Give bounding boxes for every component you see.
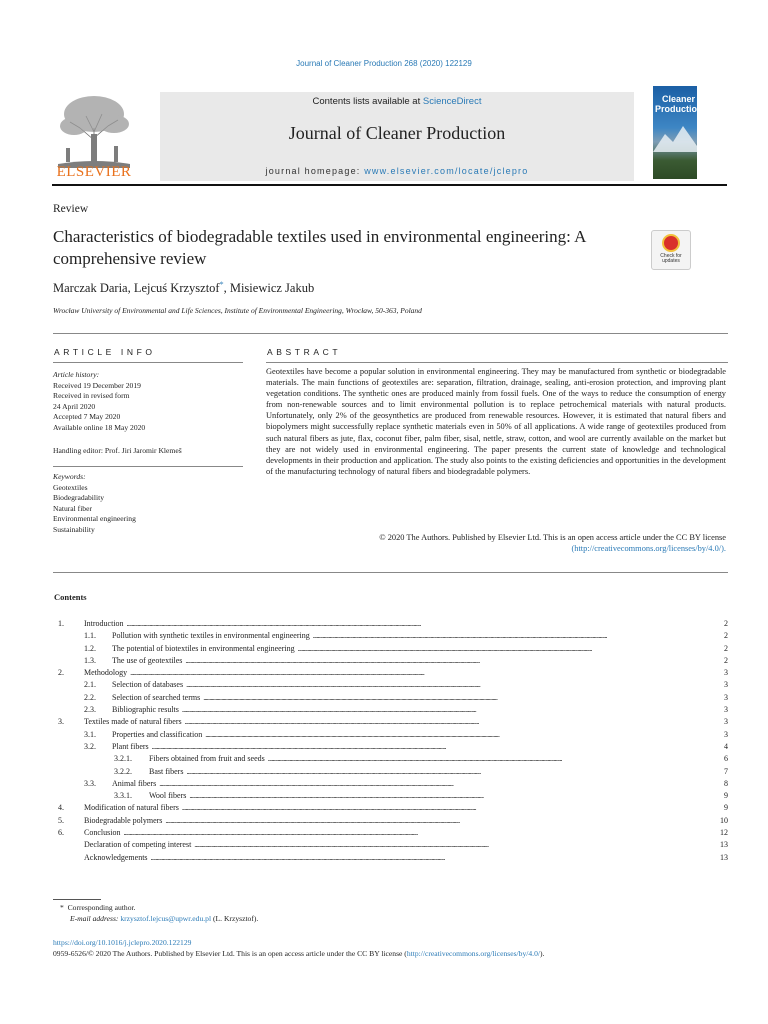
- toc-label: Bast fibers: [149, 766, 184, 776]
- toc-number: 2.3.: [84, 705, 96, 715]
- journal-cover[interactable]: [653, 86, 703, 179]
- toc-leader: [313, 630, 713, 642]
- toc-label: Modification of natural fibers: [84, 803, 179, 813]
- toc-page: 13: [720, 840, 728, 850]
- toc-number: 1.3.: [84, 655, 96, 665]
- keywords-label: Keywords:: [53, 472, 86, 481]
- toc-entry[interactable]: [58, 778, 728, 790]
- toc-page: 3: [724, 717, 728, 727]
- toc-number: 3.2.2.: [114, 766, 132, 776]
- toc-entry[interactable]: [58, 802, 728, 814]
- elsevier-wordmark: ELSEVIER: [56, 164, 132, 180]
- keywords-rule: [53, 466, 243, 467]
- toc-leader: [186, 766, 713, 778]
- toc-entry[interactable]: [58, 630, 728, 642]
- toc-leader: [194, 839, 713, 851]
- corresponding-author-mark[interactable]: *: [219, 280, 224, 289]
- toc-leader: [182, 704, 713, 716]
- toc-number: 1.: [58, 619, 64, 628]
- issn-line: 0959-6526/© 2020 The Authors. Published by Elsevier Ltd. This is an open access article under the CC BY license (http://creativecommons.org/licenses/by/4.0/).: [53, 949, 545, 958]
- affiliation-rule: [53, 333, 728, 334]
- toc-number: 2.1.: [84, 680, 96, 690]
- toc-number: 3.2.1.: [114, 754, 132, 764]
- corresponding-footnote: * Corresponding author.: [60, 903, 136, 912]
- toc-entry[interactable]: [58, 852, 728, 864]
- toc-page: 9: [724, 803, 728, 813]
- toc-label: Conclusion: [84, 828, 121, 838]
- authors: Marczak Daria, Lejcuś Krzysztof*, Misiewicz Jakub: [53, 280, 315, 296]
- toc-page: 8: [724, 778, 728, 788]
- footer-license-link[interactable]: http://creativecommons.org/licenses/by/4.0/: [406, 949, 540, 958]
- affiliation: Wrocław University of Environmental and Life Sciences, Institute of Environmental Engineering, Wrocław, 50-363, Poland: [53, 306, 422, 315]
- mountain-icon: [653, 86, 703, 179]
- toc-page: 12: [720, 828, 728, 838]
- toc-page: 3: [724, 692, 728, 702]
- toc-page: 3: [724, 668, 728, 678]
- toc-page: 9: [724, 791, 728, 801]
- email-footnote: E-mail address: krzysztof.lejcus@upwr.edu.pl (L. Krzysztof).: [70, 914, 259, 923]
- cover-title-1: Cleaner: [661, 94, 695, 104]
- handling-editor: Handling editor: Prof. Jiri Jaromir Klemeš: [53, 446, 182, 455]
- toc-leader: [298, 643, 713, 655]
- toc-number: 6.: [58, 828, 64, 838]
- toc-label: Wool fibers: [149, 791, 187, 801]
- toc-number: 3.3.: [84, 778, 96, 788]
- sciencedirect-link[interactable]: ScienceDirect: [422, 96, 482, 107]
- toc-number: 3.2.: [84, 741, 96, 751]
- toc-entry[interactable]: [58, 741, 728, 753]
- article-title: Characteristics of biodegradable textiles used in environmental engineering: A comprehensive review: [53, 227, 586, 268]
- toc-entry[interactable]: [58, 704, 728, 716]
- toc-label: Textiles made of natural fibers: [84, 717, 182, 727]
- toc-entry[interactable]: [58, 692, 728, 704]
- toc-entry[interactable]: [58, 618, 728, 630]
- keywords: [53, 472, 243, 536]
- toc-label: Animal fibers: [112, 778, 157, 788]
- toc-number: [58, 852, 84, 864]
- toc-leader: [123, 827, 713, 839]
- toc-label: Bibliographic results: [112, 705, 179, 715]
- toc-entry[interactable]: [58, 679, 728, 691]
- toc-page: 6: [724, 754, 728, 764]
- toc-entry[interactable]: [58, 729, 728, 741]
- history-item: Received 19 December 2019: [53, 380, 141, 390]
- toc-number: 1.1.: [84, 631, 96, 641]
- toc-leader: [189, 790, 713, 802]
- toc-entry[interactable]: [58, 667, 728, 679]
- journal-homepage: journal homepage: www.elsevier.com/locate/jclepro: [265, 166, 529, 176]
- abstract-copyright: © 2020 The Authors. Published by Elsevier Ltd. This is an open access article under the CC BY license (http://creativecommons.org/licenses/by/4.0/).: [379, 533, 726, 554]
- toc-page: 3: [724, 680, 728, 690]
- toc-leader: [268, 753, 713, 765]
- abstract-heading: ABSTRACT: [267, 347, 342, 357]
- toc-leader: [182, 802, 713, 814]
- journal-title: Journal of Cleaner Production: [288, 123, 506, 143]
- toc-leader: [185, 655, 713, 667]
- article-type: Review: [53, 203, 89, 215]
- toc-entry[interactable]: [58, 827, 728, 839]
- toc-number: 3.: [58, 717, 64, 727]
- history-item: Available online 18 May 2020: [53, 422, 146, 432]
- toc-number: 3.1.: [84, 729, 96, 739]
- contents-heading: Contents: [54, 592, 87, 602]
- toc-number: [58, 839, 84, 851]
- footnote-rule: [53, 899, 101, 900]
- toc-page: 13: [720, 852, 728, 862]
- journal-banner: [160, 92, 634, 181]
- keyword: Natural fiber: [53, 503, 93, 513]
- toc-label: The potential of biotextiles in environmental engineering: [112, 643, 295, 653]
- keyword: Environmental engineering: [53, 514, 136, 524]
- toc-page: 2: [724, 619, 728, 628]
- keyword: Biodegradability: [53, 493, 105, 503]
- toc-leader: [205, 729, 713, 741]
- toc-label: The use of geotextiles: [112, 655, 183, 665]
- toc-entry[interactable]: [58, 655, 728, 667]
- elsevier-logo: [50, 88, 138, 180]
- toc-page: 2: [724, 643, 728, 653]
- toc-page: 3: [724, 729, 728, 739]
- toc-entry[interactable]: [58, 716, 728, 728]
- toc-page: 3: [724, 705, 728, 715]
- history-item: Received in revised form: [53, 391, 130, 401]
- abstract-text: Geotextiles have become a popular solution in environmental engineering. They may be manufactured from synthetic or biodegradable materials. The main functions of geotextiles are: separation, filtration, drainage, sealing, anti-erosion protection, and improving plant vegetation conditions. The synthetic ones are produced mainly from fossil fuels. One of the ways to reduce the consumption of energy from non-renewable sources and to limit environmental pollution is to replace petrochemical materials with natural products. Unfortunately, only 2% of the geosynthetics are produced from renewable resources. However, it is estimated that natural fibers and biopolymers might successfully replace synthetic materials even in 50% of all applications. A wide range of geotextiles produced from such natural fibers as jute, flax, coconut fiber, palm fiber, sisal, nettle, straw, cotton, and wool are currently available on the market but they are not widely used in environmental engineering. The paper presents the current state of knowledge and technological developments in their production and application. The study also points to the existing deficiencies and opportunities in the development of the manufacturing technology of natural fibers and biodegradable polymers.: [266, 367, 726, 476]
- toc-number: 3.3.1.: [114, 791, 132, 801]
- history-item: Accepted 7 May 2020: [53, 412, 121, 422]
- toc-leader: [127, 618, 713, 630]
- license-link[interactable]: (http://creativecommons.org/licenses/by/4.0/).: [571, 544, 726, 554]
- check-updates-label: Check for updates: [660, 253, 682, 264]
- toc-entry[interactable]: [58, 790, 728, 802]
- toc-page: 2: [724, 631, 728, 641]
- toc-page: 7: [724, 766, 728, 776]
- toc-number: 1.2.: [84, 643, 96, 653]
- toc-page: 2: [724, 655, 728, 665]
- contents-available: Contents lists available at ScienceDirect: [312, 96, 482, 107]
- toc-label: Methodology: [84, 668, 128, 678]
- toc-leader: [203, 692, 713, 704]
- toc-leader: [130, 667, 713, 679]
- toc-number: 2.: [58, 668, 64, 678]
- header-rule: [52, 184, 727, 186]
- toc-leader: [151, 852, 713, 864]
- toc-label: Biodegradable polymers: [84, 815, 163, 825]
- toc-number: 4.: [58, 803, 64, 813]
- toc-leader: [152, 741, 713, 753]
- article-info-heading: ARTICLE INFO: [54, 347, 156, 357]
- toc-entry[interactable]: [58, 766, 728, 778]
- keyword: Geotextiles: [53, 482, 88, 492]
- check-updates-icon: [662, 234, 680, 252]
- homepage-link[interactable]: www.elsevier.com/locate/jclepro: [364, 166, 529, 176]
- toc-label: Introduction: [84, 619, 124, 628]
- toc-entry[interactable]: [58, 753, 728, 765]
- toc-label: Pollution with synthetic textiles in environmental engineering: [112, 631, 310, 641]
- toc-leader: [186, 679, 713, 691]
- doi-link[interactable]: https://doi.org/10.1016/j.jclepro.2020.122129: [53, 938, 192, 947]
- article-history: [53, 370, 243, 434]
- toc-page: 4: [724, 741, 728, 751]
- cover-title-2: Production: [655, 104, 703, 114]
- check-for-updates-button[interactable]: [651, 230, 691, 270]
- table-of-contents: [58, 618, 728, 864]
- toc-label: Selection of databases: [112, 680, 184, 690]
- history-item: 24 April 2020: [53, 401, 96, 411]
- toc-entry[interactable]: [58, 643, 728, 655]
- email-link[interactable]: krzysztof.lejcus@upwr.edu.pl: [120, 914, 212, 923]
- contents-top-rule: [53, 572, 728, 573]
- journal-citation[interactable]: Journal of Cleaner Production 268 (2020) 122129: [296, 59, 472, 68]
- history-label: Article history:: [53, 370, 100, 379]
- toc-entry[interactable]: [58, 839, 728, 851]
- info-rule: [53, 362, 243, 363]
- toc-label: Fibers obtained from fruit and seeds: [149, 754, 265, 764]
- toc-entry[interactable]: [58, 815, 728, 827]
- toc-leader: [185, 716, 713, 728]
- toc-label: Selection of searched terms: [112, 692, 201, 702]
- toc-label: Acknowledgements: [84, 852, 148, 862]
- toc-number: 5.: [58, 815, 64, 825]
- toc-label: Properties and classification: [112, 729, 203, 739]
- abstract-rule: [266, 362, 728, 363]
- toc-page: 10: [720, 815, 728, 825]
- toc-label: Declaration of competing interest: [84, 840, 192, 850]
- keyword: Sustainability: [53, 524, 95, 534]
- toc-number: 2.2.: [84, 692, 96, 702]
- toc-leader: [159, 778, 713, 790]
- toc-label: Plant fibers: [112, 741, 149, 751]
- toc-leader: [165, 815, 713, 827]
